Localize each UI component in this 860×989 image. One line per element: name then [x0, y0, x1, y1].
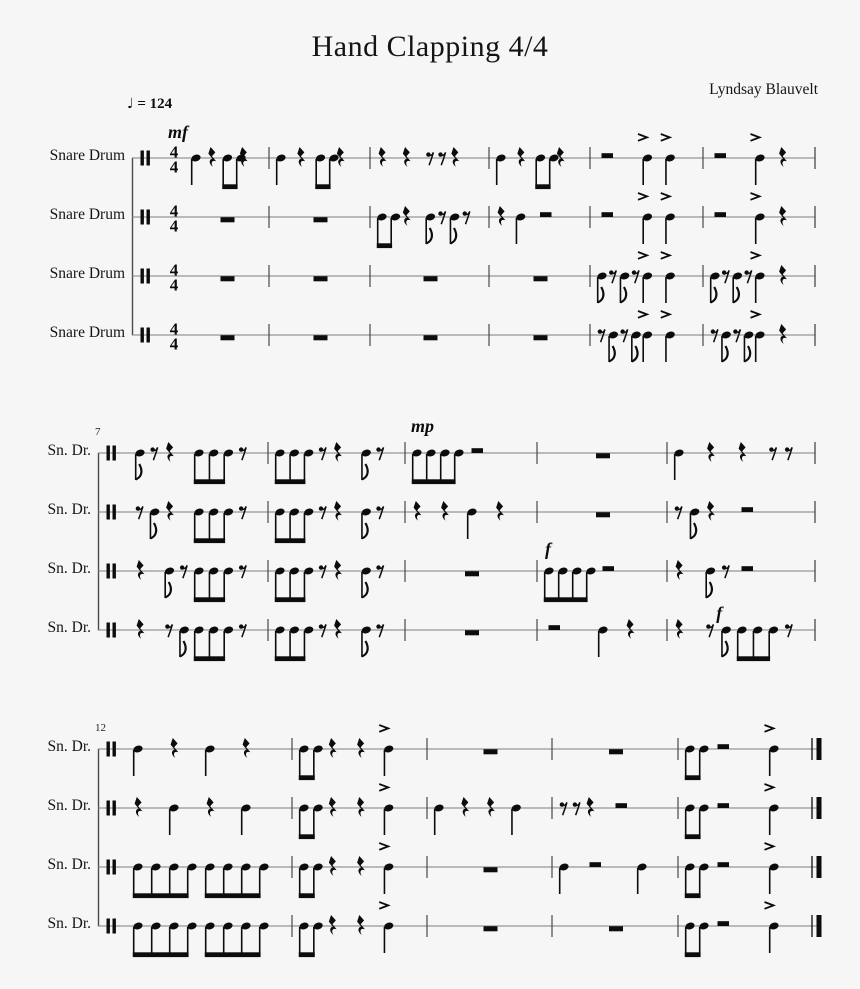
- composer-name: Lyndsay Blauvelt: [709, 81, 818, 98]
- svg-text:4: 4: [169, 260, 179, 280]
- tempo-value: = 124: [137, 96, 173, 112]
- svg-text:4: 4: [169, 142, 179, 162]
- measure-number: 7: [95, 426, 101, 438]
- staff-label: Sn. Dr.: [47, 915, 91, 932]
- svg-text:4: 4: [169, 216, 179, 236]
- dynamic-mf: mf: [168, 122, 188, 142]
- staff-label: Snare Drum: [49, 147, 125, 164]
- svg-text:4: 4: [169, 157, 179, 177]
- staff-label: Sn. Dr.: [47, 856, 91, 873]
- staff-label: Sn. Dr.: [47, 560, 91, 577]
- staff-label: Sn. Dr.: [47, 442, 91, 459]
- dynamic-f: f: [716, 603, 723, 623]
- score-title: Hand Clapping 4/4: [311, 30, 549, 63]
- staff-label: Snare Drum: [49, 265, 125, 282]
- staff-label: Sn. Dr.: [47, 501, 91, 518]
- quarter-note-icon: ♩: [127, 96, 134, 112]
- svg-text:4: 4: [169, 201, 179, 221]
- svg-text:4: 4: [169, 275, 179, 295]
- dynamic-f: f: [545, 539, 551, 559]
- staff-label: Sn. Dr.: [47, 619, 91, 636]
- dynamic-mp: mp: [411, 416, 435, 436]
- svg-text:4: 4: [169, 334, 179, 354]
- staff-label: Snare Drum: [49, 324, 125, 341]
- staff-label: Sn. Dr.: [47, 738, 91, 755]
- measure-number: 12: [95, 722, 106, 734]
- svg-text:4: 4: [169, 319, 179, 339]
- staff-label: Sn. Dr.: [47, 797, 91, 814]
- staff-label: Snare Drum: [49, 206, 125, 223]
